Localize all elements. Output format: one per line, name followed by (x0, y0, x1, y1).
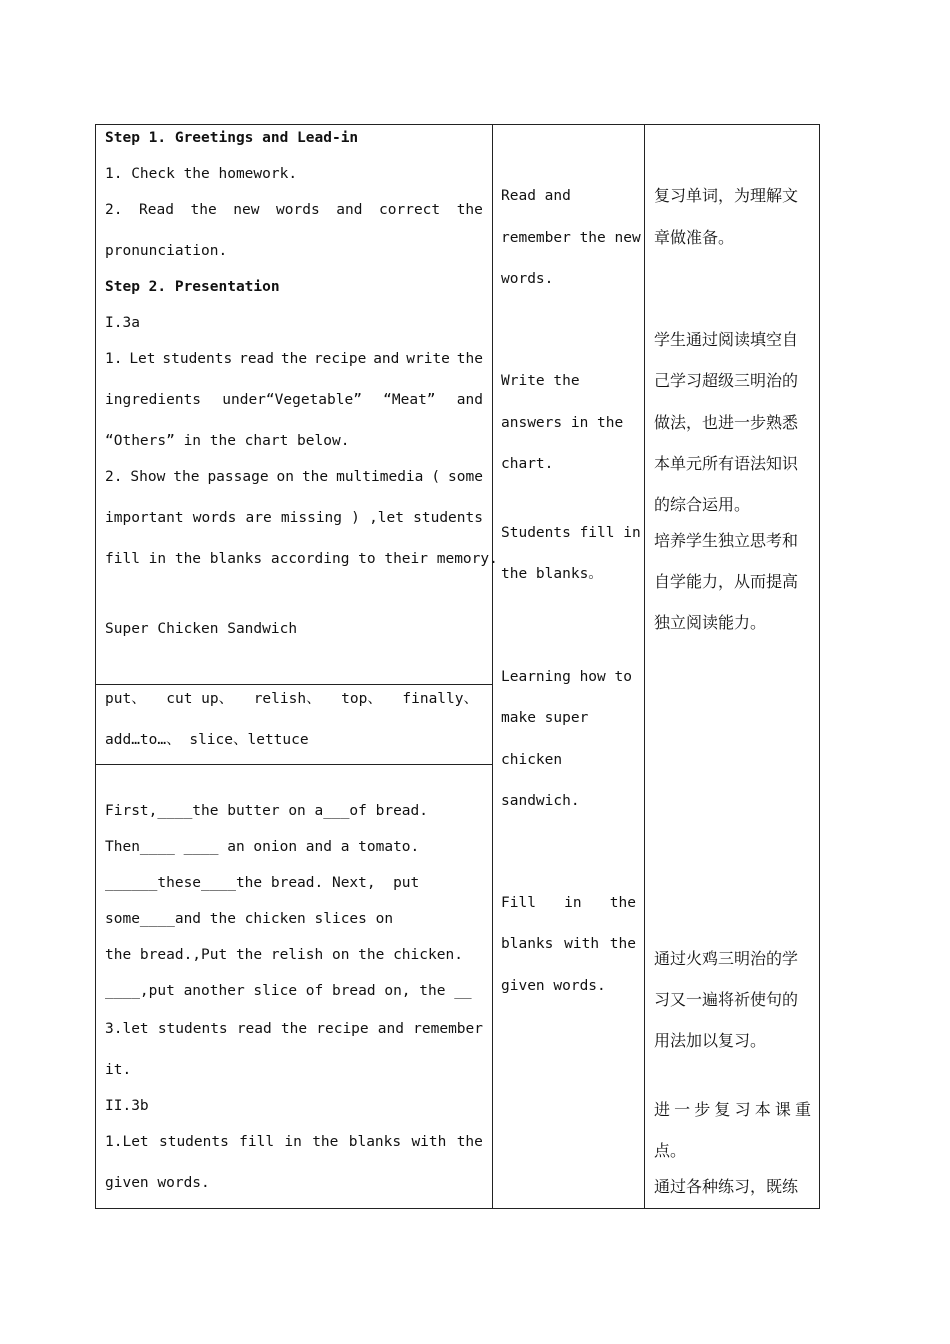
right-text: 点。 (654, 1141, 687, 1160)
right-text: 复习单词，为理解文 (654, 186, 799, 205)
passage-line: First,____the butter on a___of bread. (105, 803, 429, 819)
it-line: it. (105, 1062, 132, 1078)
passage-line: some____and the chicken slices on (105, 911, 394, 927)
check-homework: 1. Check the homework. (105, 166, 298, 182)
middle-text: Learning how to (501, 669, 632, 685)
middle-blanks-line: blanks with the (501, 936, 636, 952)
right-text: 习又一遍将祈使句的 (654, 990, 799, 1009)
given-words-line: given words. (105, 1175, 210, 1191)
section-3a: I.3a (105, 315, 140, 331)
right-text: 己学习超级三明治的 (654, 371, 799, 390)
middle-text: Read and (501, 188, 571, 204)
right-text: 的综合运用。 (654, 495, 751, 514)
middle-text: sandwich. (501, 793, 580, 809)
let-students-line: 1. Let students read the recipe and write the (105, 351, 483, 367)
read-words-line: 2. Read the new words and correct the (105, 202, 483, 218)
passage-title: Super Chicken Sandwich (105, 621, 298, 637)
important-words-line: important words are missing ) ,let students (105, 510, 483, 526)
middle-text: chart. (501, 456, 554, 472)
middle-fill-line: Fill in the (501, 895, 636, 911)
right-review-line: 进 一 步 复 习 本 课 重 (654, 1100, 811, 1119)
step2-title: Step 2. Presentation (105, 279, 280, 295)
word-box-line-2: add…to…、 slice、lettuce (105, 732, 309, 748)
passage-line: Then____ ____ an onion and a tomato. (105, 839, 420, 855)
passage-line: ______these____the bread. Next, put (105, 875, 420, 891)
middle-text: words. (501, 271, 554, 287)
right-text: 独立阅读能力。 (654, 613, 767, 632)
passage-line: the bread.,Put the relish on the chicken. (105, 947, 463, 963)
word-box-line-1: put、 cut up、 relish、 top、 finally、 (105, 691, 478, 707)
middle-text: chicken (501, 752, 563, 768)
others-line: “Others” in the chart below. (105, 433, 350, 449)
right-text: 做法，也进一步熟悉 (654, 413, 799, 432)
fill-given-line: 1.Let students fill in the blanks with the (105, 1134, 483, 1150)
middle-text: make super (501, 710, 589, 726)
right-text: 章做准备。 (654, 228, 735, 247)
fill-blanks-line: fill in the blanks according to their memory. (105, 551, 498, 567)
middle-text: Students fill in (501, 525, 641, 541)
show-passage-line: 2. Show the passage on the multimedia ( some (105, 469, 483, 485)
step1-title: Step 1. Greetings and Lead-in (105, 130, 359, 146)
column-divider-2 (644, 124, 645, 1209)
right-text: 自学能力，从而提高 (654, 572, 799, 591)
read-remember-line: 3.let students read the recipe and remember (105, 1021, 483, 1037)
middle-text: the blanks。 (501, 566, 603, 582)
pronunciation: pronunciation. (105, 243, 228, 259)
middle-text: given words. (501, 978, 606, 994)
right-text: 用法加以复习。 (654, 1031, 767, 1050)
right-text: 本单元所有语法知识 (654, 454, 799, 473)
right-text: 通过各种练习，既练 (654, 1177, 799, 1196)
ingredients-line: ingredients under“Vegetable” “Meat” and (105, 392, 483, 408)
column-divider-1 (492, 124, 493, 1209)
right-text: 通过火鸡三明治的学 (654, 949, 799, 968)
passage-line: ____,put another slice of bread on, the __ (105, 983, 472, 999)
middle-text: answers in the (501, 415, 624, 431)
middle-text: remember the new (501, 230, 641, 246)
right-text: 培养学生独立思考和 (654, 531, 799, 550)
middle-text: Write the (501, 373, 580, 389)
section-3b: II.3b (105, 1098, 149, 1114)
right-text: 学生通过阅读填空自 (654, 330, 799, 349)
